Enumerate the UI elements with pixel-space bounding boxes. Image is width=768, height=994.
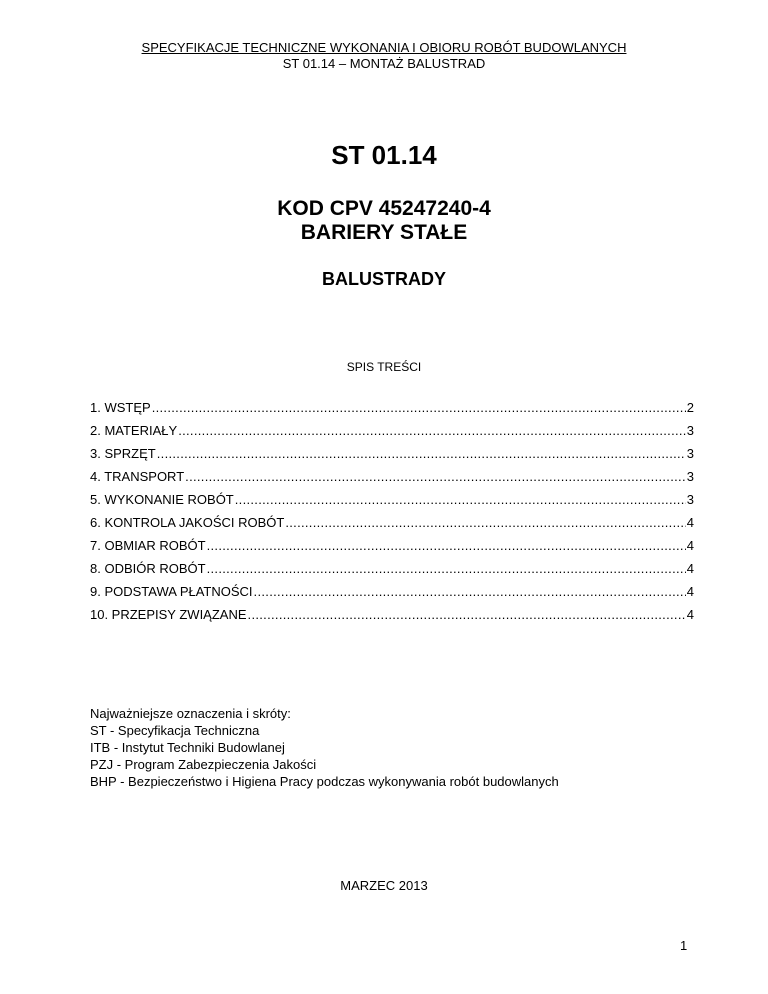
toc-entry-page: 4 [686,584,694,599]
toc-leader-dots [152,400,686,415]
toc-entry[interactable] [90,561,694,584]
cpv-code: KOD CPV 45247240-4 [277,197,491,220]
toc-entry-page: 4 [686,538,694,553]
toc-leader-dots [207,561,686,576]
toc-entry-page: 4 [686,561,694,576]
abbreviation-item: BHP - Bezpieczeństwo i Higiena Pracy podczas wykonywania robót budowlanych [90,774,559,789]
toc-title: SPIS TREŚCI [346,360,422,374]
toc-entry[interactable] [90,584,694,607]
toc-entry-label: 1. WSTĘP [90,400,151,415]
cpv-name: BARIERY STAŁE [300,221,468,244]
abbreviation-item: PZJ - Program Zabezpieczenia Jakości [90,757,317,772]
toc-leader-dots [285,515,685,530]
toc-leader-dots [178,423,686,438]
toc-entry[interactable] [90,538,694,561]
toc-entry-label: 5. WYKONANIE ROBÓT [90,492,234,507]
toc-leader-dots [185,469,686,484]
toc-entry[interactable] [90,515,694,538]
toc-entry-page: 4 [686,515,694,530]
toc-entry-page: 3 [686,423,694,438]
toc-entry-label: 4. TRANSPORT [90,469,185,484]
toc-leader-dots [207,538,686,553]
document-code: ST 01.14 [331,140,437,170]
toc-leader-dots [254,584,686,599]
toc-entry[interactable] [90,446,694,469]
abbreviation-item: ST - Specyfikacja Techniczna [90,723,260,738]
toc-entry-page: 3 [686,446,694,461]
toc-entry-page: 3 [686,469,694,484]
header-subtitle: ST 01.14 – MONTAŻ BALUSTRAD [282,56,486,71]
toc-entry[interactable] [90,607,694,630]
toc-entry-label: 10. PRZEPISY ZWIĄZANE [90,607,247,622]
toc-entry-label: 3. SPRZĘT [90,446,156,461]
toc-entry-label: 9. PODSTAWA PŁATNOŚCI [90,584,253,599]
toc-leader-dots [235,492,686,507]
document-subject: BALUSTRADY [322,269,446,289]
header-title: SPECYFIKACJE TECHNICZNE WYKONANIA I OBIORU ROBÓT BUDOWLANYCH [141,40,627,55]
toc-leader-dots [157,446,686,461]
toc-entry-label: 7. OBMIAR ROBÓT [90,538,206,553]
document-date: MARZEC 2013 [340,878,428,893]
toc-entry-page: 4 [686,607,694,622]
table-of-contents [90,400,694,630]
toc-entry[interactable] [90,492,694,515]
toc-entry-page: 3 [686,492,694,507]
page-number: 1 [680,938,688,953]
toc-entry[interactable] [90,469,694,492]
toc-entry[interactable] [90,423,694,446]
abbreviation-item: ITB - Instytut Techniki Budowlanej [90,740,285,755]
toc-entry-label: 8. ODBIÓR ROBÓT [90,561,206,576]
toc-entry[interactable] [90,400,694,423]
abbreviations-section [90,705,710,790]
toc-entry-label: 2. MATERIAŁY [90,423,178,438]
toc-entry-label: 6. KONTROLA JAKOŚCI ROBÓT [90,515,285,530]
toc-entry-page: 2 [686,400,694,415]
abbreviations-title: Najważniejsze oznaczenia i skróty: [90,706,291,721]
toc-leader-dots [248,607,686,622]
